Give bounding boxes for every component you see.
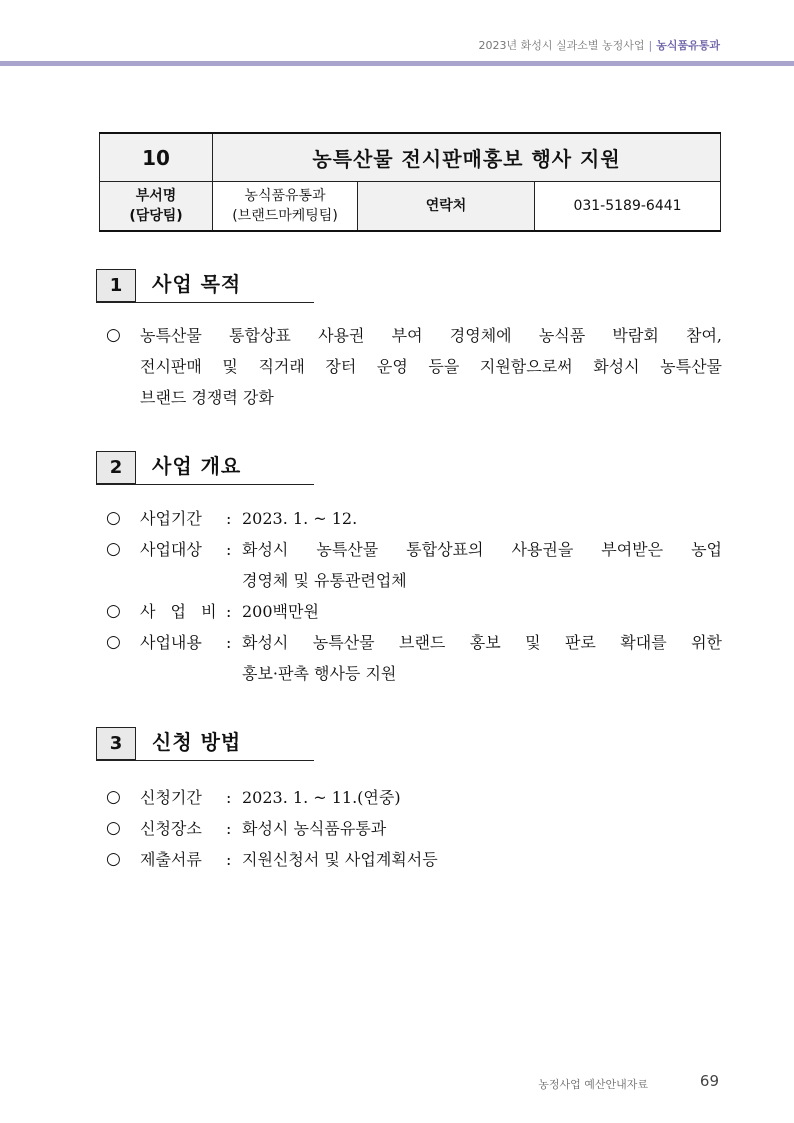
section-title: 신청 방법 xyxy=(152,730,242,754)
list-item xyxy=(106,534,722,596)
item-label: 사업기간 xyxy=(140,509,202,528)
dept-value-line2: (브랜드마케팅팀) xyxy=(232,208,338,224)
dept-label-line2: (담당팀) xyxy=(129,208,183,224)
item-colon: : xyxy=(226,540,232,559)
section-heading-1 xyxy=(96,269,314,303)
section-number: 3 xyxy=(96,727,136,760)
item-label: 제출서류 xyxy=(140,850,202,869)
contact-value: 031-5189-6441 xyxy=(535,182,721,232)
section-1-paragraph xyxy=(106,320,722,413)
item-value-line: 화성시 농특산물 브랜드 홍보 및 판로 확대를 위한 xyxy=(242,633,722,652)
circle-bullet-icon: ○ xyxy=(106,325,121,345)
circle-bullet-icon: ○ xyxy=(106,849,121,869)
footer-label: 농정사업 예산안내자료 xyxy=(538,1078,648,1091)
item-label: 신청기간 xyxy=(140,788,202,807)
project-info-table xyxy=(99,132,721,232)
section-2-list xyxy=(106,503,722,689)
item-label: 사업대상 xyxy=(140,540,202,559)
circle-bullet-icon: ○ xyxy=(106,818,121,838)
list-item xyxy=(106,813,722,844)
section-3-list xyxy=(106,782,722,875)
header-prefix: 2023년 화성시 실과소별 농정사업 xyxy=(478,39,645,52)
project-title: 농특산물 전시판매홍보 행사 지원 xyxy=(213,133,721,182)
dept-label-line1: 부서명 xyxy=(135,188,177,204)
item-label: 신청장소 xyxy=(140,819,202,838)
list-item xyxy=(106,596,722,627)
section-heading-2 xyxy=(96,451,314,485)
item-colon: : xyxy=(226,602,232,621)
item-colon: : xyxy=(226,788,232,807)
circle-bullet-icon: ○ xyxy=(106,601,121,621)
item-colon: : xyxy=(226,819,232,838)
item-value-line: 화성시 농식품유통과 xyxy=(242,819,387,838)
paragraph-line: 전시판매 및 직거래 장터 운영 등을 지원함으로써 화성시 농특산물 xyxy=(140,357,722,376)
item-colon: : xyxy=(226,633,232,652)
item-value-line: 2023. 1. ~ 11.(연중) xyxy=(242,788,401,807)
item-value-line: 2023. 1. ~ 12. xyxy=(242,509,358,528)
item-label: 사업내용 xyxy=(140,633,202,652)
section-number: 1 xyxy=(96,269,136,302)
dept-value-line1: 농식품유통과 xyxy=(244,188,326,204)
header-divider-bar xyxy=(0,61,794,66)
list-item xyxy=(106,503,722,534)
paragraph-line: 농특산물 통합상표 사용권 부여 경영체에 농식품 박람회 참여, xyxy=(140,326,722,345)
section-number: 2 xyxy=(96,451,136,484)
paragraph-line: 브랜드 경쟁력 강화 xyxy=(140,388,274,407)
item-value-line: 화성시 농특산물 통합상표의 사용권을 부여받은 농업 xyxy=(242,540,722,559)
item-value-line: 홍보·판촉 행사등 지원 xyxy=(242,664,397,683)
item-value-line: 200백만원 xyxy=(242,602,319,621)
item-value-line: 지원신청서 및 사업계획서등 xyxy=(242,850,438,869)
item-colon: : xyxy=(226,509,232,528)
header-department: 농식품유통과 xyxy=(656,39,720,52)
section-heading-3 xyxy=(96,727,314,761)
list-item xyxy=(106,844,722,875)
list-item xyxy=(106,782,722,813)
section-title: 사업 목적 xyxy=(152,272,242,296)
item-colon: : xyxy=(226,850,232,869)
dept-label xyxy=(100,182,213,232)
dept-value xyxy=(213,182,358,232)
header-separator: | xyxy=(648,39,653,52)
running-header xyxy=(479,37,720,53)
contact-label: 연락처 xyxy=(358,182,535,232)
circle-bullet-icon: ○ xyxy=(106,632,121,652)
page-number: 69 xyxy=(699,1072,719,1090)
circle-bullet-icon: ○ xyxy=(106,508,121,528)
section-title: 사업 개요 xyxy=(152,454,242,478)
list-item xyxy=(106,627,722,689)
circle-bullet-icon: ○ xyxy=(106,787,121,807)
item-label: 사 업 비 xyxy=(140,602,222,621)
circle-bullet-icon: ○ xyxy=(106,539,121,559)
project-number: 10 xyxy=(100,133,213,182)
item-value-line: 경영체 및 유통관련업체 xyxy=(242,571,407,590)
